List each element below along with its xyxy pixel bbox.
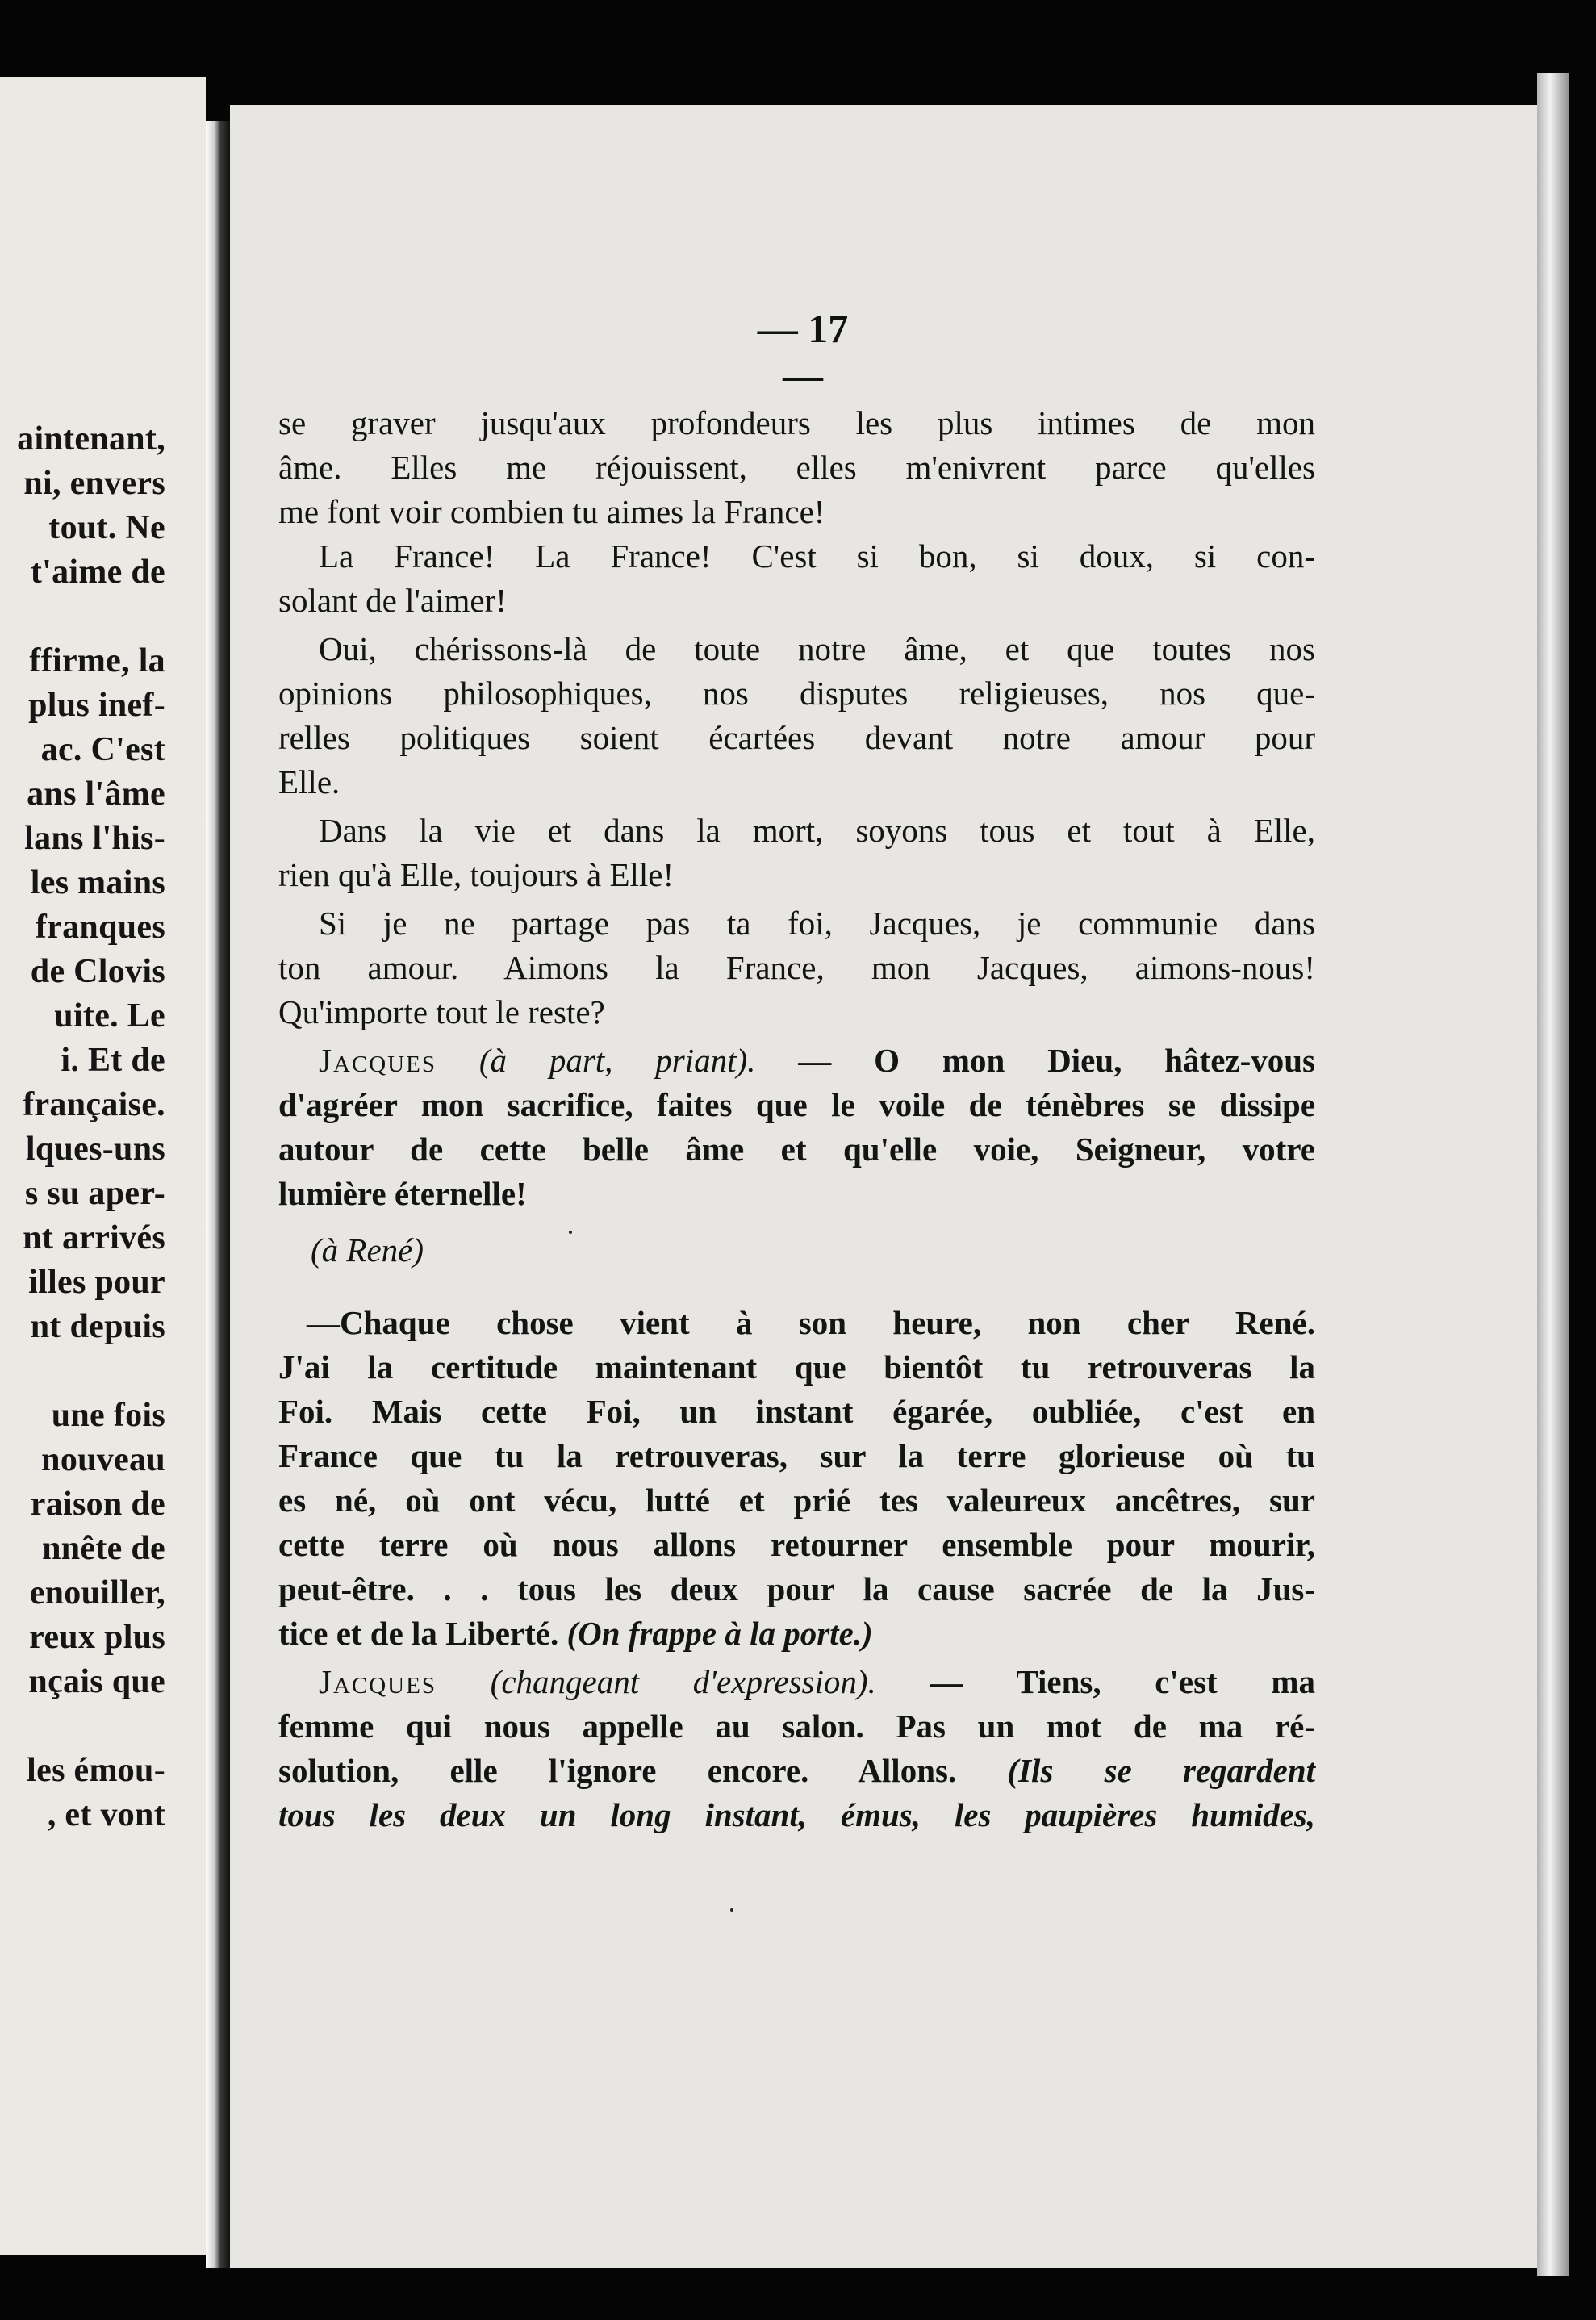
stage-direction: (On frappe à la porte.): [566, 1615, 873, 1652]
left-line: nnête de: [42, 1530, 165, 1567]
text-line: Qu'importe tout le reste?: [278, 993, 605, 1030]
text-line: femme qui nous appelle au salon. Pas un mot de ma ré-: [278, 1708, 1315, 1745]
left-line: lques-uns: [25, 1131, 165, 1168]
text-line: d'agréer mon sacrifice, faites que le voile de ténèbres se dissipe: [278, 1086, 1315, 1123]
speech-text: — O mon Dieu, hâtez-vous: [798, 1042, 1315, 1079]
left-line: i. Et de: [61, 1042, 165, 1079]
text-line: La France! La France! C'est si bon, si doux, si con-: [319, 537, 1315, 575]
text-line: Oui, chérissons-là de toute notre âme, et que toutes nos: [319, 630, 1315, 667]
page-number: — 17 —: [757, 306, 849, 398]
text-line: [278, 1751, 1315, 1790]
left-line: nouveau: [41, 1441, 165, 1478]
text-line: solant de l'aimer!: [278, 582, 507, 619]
text-line: es né, où ont vécu, lutté et prié tes valeureux ancêtres, sur: [278, 1482, 1315, 1519]
left-line: ni, envers: [23, 465, 165, 502]
speaker-name: Jacques: [319, 1042, 437, 1079]
text-line: France que tu la retrouveras, sur la terre glorieuse où tu: [278, 1437, 1315, 1474]
left-line: reux plus: [29, 1619, 165, 1656]
speech-line: [319, 1041, 1315, 1080]
text-line: autour de cette belle âme et qu'elle voie, Seigneur, votre: [278, 1131, 1315, 1168]
left-line: française.: [23, 1086, 165, 1123]
text-line: —Chaque chose vient à son heure, non cher René.: [307, 1304, 1315, 1341]
left-line: uite. Le: [54, 997, 165, 1035]
left-line: nt depuis: [30, 1308, 165, 1345]
left-line: , et vont: [47, 1796, 165, 1833]
stage-direction: (changeant d'expression).: [490, 1663, 876, 1700]
left-line: s su aper-: [24, 1175, 165, 1212]
text-line: Si je ne partage pas ta foi, Jacques, je communie dans: [319, 905, 1315, 942]
text-line: relles politiques soient écartées devant notre amour pour: [278, 719, 1315, 756]
text-line: [278, 1614, 1315, 1653]
left-line: ac. C'est: [40, 731, 165, 768]
text-line: peut-être. . . tous les deux pour la cause sacrée de la Jus-: [278, 1570, 1315, 1607]
left-line: ans l'âme: [27, 775, 165, 813]
left-line: une fois: [51, 1397, 165, 1434]
text-line: Elle.: [278, 763, 341, 801]
left-line: nçais que: [28, 1663, 165, 1700]
text-line: J'ai la certitude maintenant que bientôt tu retrouveras la: [278, 1348, 1315, 1386]
text-fragment: tice et de la Liberté.: [278, 1615, 559, 1652]
left-line: lans l'his-: [24, 820, 165, 857]
left-line: illes pour: [28, 1264, 165, 1301]
text-line: ton amour. Aimons la France, mon Jacques, aimons-nous!: [278, 949, 1315, 986]
left-line: de Clovis: [30, 953, 165, 990]
stage-direction: (Ils se regardent: [1007, 1752, 1316, 1789]
left-line: enouiller,: [29, 1574, 165, 1611]
left-line: raison de: [30, 1486, 165, 1523]
left-line: les mains: [30, 864, 165, 901]
speck: [730, 1908, 733, 1912]
left-line: franques: [35, 909, 165, 946]
left-line: ffirme, la: [29, 642, 165, 679]
left-line: aintenant,: [17, 420, 165, 458]
speech-line: [319, 1662, 1315, 1701]
text-line: Dans la vie et dans la mort, soyons tous et tout à Elle,: [319, 812, 1315, 849]
left-line: t'aime de: [30, 554, 165, 591]
stage-direction: (à René): [311, 1231, 424, 1269]
page-edge: [1537, 73, 1569, 2276]
text-line: tous les deux un long instant, émus, les paupières humides,: [278, 1796, 1315, 1833]
left-line: nt arrivés: [23, 1219, 165, 1256]
text-line: opinions philosophiques, nos disputes religieuses, nos que-: [278, 675, 1315, 712]
speck: [569, 1231, 572, 1234]
text-line: Foi. Mais cette Foi, un instant égarée, oubliée, c'est en: [278, 1393, 1315, 1430]
speech-text: — Tiens, c'est ma: [930, 1663, 1316, 1700]
left-line: les émou-: [27, 1752, 165, 1789]
text-line: rien qu'à Elle, toujours à Elle!: [278, 856, 675, 893]
book-gutter: [206, 121, 230, 2268]
stage-direction: (à part, priant).: [478, 1042, 756, 1079]
left-line: tout. Ne: [48, 509, 165, 546]
left-page-fragment: [0, 77, 206, 2255]
text-fragment: solution, elle l'ignore encore. Allons.: [278, 1752, 957, 1789]
left-line: plus inef-: [28, 687, 165, 724]
text-line: âme. Elles me réjouissent, elles m'enivrent parce qu'elles: [278, 449, 1315, 486]
speaker-name: Jacques: [319, 1663, 437, 1700]
text-line: lumière éternelle!: [278, 1175, 527, 1212]
text-line: se graver jusqu'aux profondeurs les plus intimes de mon: [278, 404, 1315, 441]
text-line: cette terre où nous allons retourner ensemble pour mourir,: [278, 1526, 1315, 1563]
text-line: me font voir combien tu aimes la France!: [278, 493, 825, 530]
